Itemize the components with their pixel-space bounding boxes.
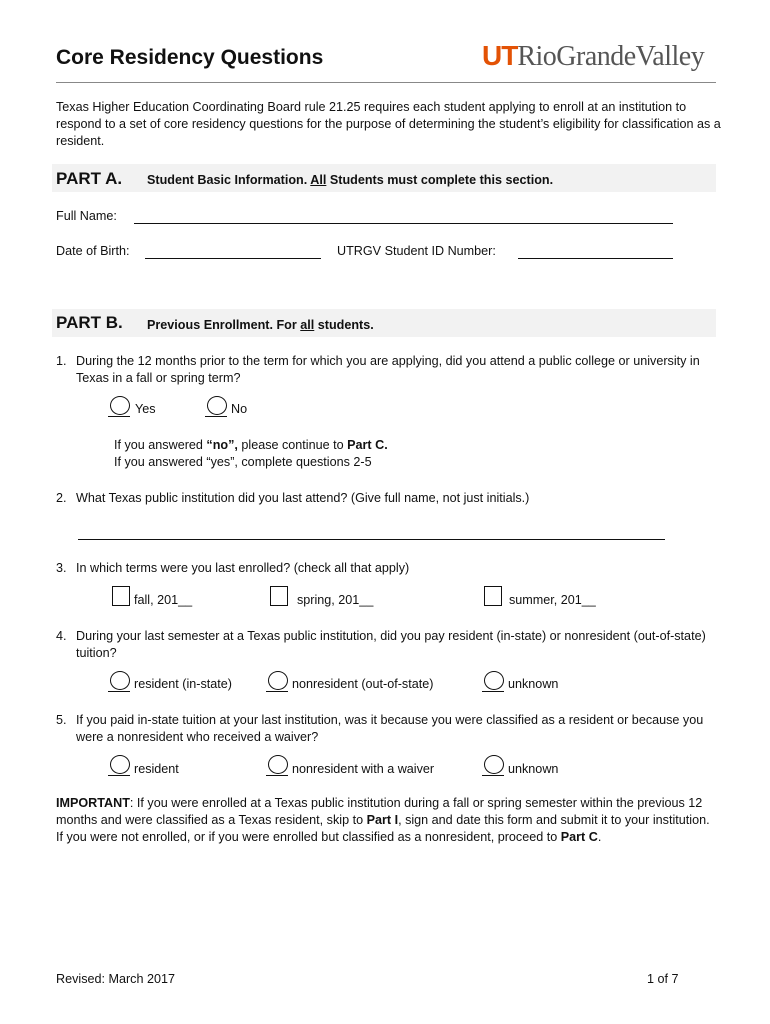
dob-field[interactable] — [145, 258, 321, 259]
part-b-label: PART B. — [56, 313, 123, 332]
q4-resident-label: resident (in-state) — [134, 677, 232, 691]
q5-resident-underline — [108, 775, 130, 776]
q3-fall-checkbox[interactable] — [112, 586, 130, 606]
q4-nonresident-radio[interactable] — [268, 671, 288, 690]
q1-note-no-mid: please continue to — [237, 438, 348, 452]
important-text-3: . — [597, 830, 602, 844]
q5-waiver-label: nonresident with a waiver — [292, 762, 435, 776]
question-3-text: In which terms were you last enrolled? (check all that apply) — [76, 561, 410, 575]
important-text-2: , sign and date this form and submit it to your institution. If you were not enrolled, or if you were enrolled but classified as a nonresident, proceed to — [56, 813, 710, 844]
q3-spring-label: spring, 201__ — [297, 593, 374, 607]
q5-resident-radio[interactable] — [110, 755, 130, 774]
part-b-desc-post: students. — [314, 318, 374, 332]
q1-no-label: No — [231, 402, 248, 416]
student-id-label: UTRGV Student ID Number: — [337, 244, 496, 258]
part-b-description — [147, 318, 374, 332]
full-name-label: Full Name: — [56, 209, 117, 223]
part-b-desc-pre: Previous Enrollment. For — [147, 318, 301, 332]
part-a-label: PART A. — [56, 169, 123, 188]
q1-yes-underline — [108, 416, 130, 417]
utrgv-logo — [482, 40, 704, 73]
q4-resident-underline — [108, 691, 130, 692]
q1-yes-label: Yes — [135, 402, 156, 416]
header-divider — [56, 82, 716, 83]
student-id-field[interactable] — [518, 258, 673, 259]
dob-label: Date of Birth: — [56, 244, 130, 258]
full-name-field[interactable] — [134, 223, 673, 224]
part-a-description — [147, 173, 553, 187]
q4-unknown-label: unknown — [508, 677, 559, 691]
question-3-number: 3. — [56, 561, 67, 575]
q1-yes-radio[interactable] — [110, 396, 130, 415]
question-4-number: 4. — [56, 629, 67, 643]
part-a-desc-pre: Student Basic Information. — [147, 173, 311, 187]
question-3 — [56, 560, 716, 577]
q5-unknown-label: unknown — [508, 762, 559, 776]
logo-ut-text: UT — [482, 40, 518, 71]
question-5-number: 5. — [56, 713, 67, 727]
q5-waiver-underline — [266, 775, 288, 776]
q1-note-no-part: Part C. — [347, 438, 388, 452]
part-a-desc-post: Students must complete this section. — [326, 173, 554, 187]
q3-summer-checkbox[interactable] — [484, 586, 502, 606]
important-part-c: Part C — [560, 830, 598, 844]
question-4-text: During your last semester at a Texas public institution, did you pay resident (in-state) or nonresident (out-of-state) tuition? — [76, 629, 706, 660]
footer-revised: Revised: March 2017 — [56, 972, 176, 986]
q1-note-yes: If you answered “yes”, complete questions 2-5 — [114, 455, 372, 469]
footer-page-number: 1 of 7 — [647, 972, 679, 986]
important-text-1: : If you were enrolled at a Texas public institution during a fall or spring semester within the previous 12 months and were classified as a Texas resident, skip to — [56, 796, 703, 827]
question-2-text: What Texas public institution did you last attend? (Give full name, not just initials.) — [76, 491, 530, 505]
question-2 — [56, 490, 716, 507]
question-1-text: During the 12 months prior to the term for which you are applying, did you attend a public college or university in Texas in a fall or spring term? — [76, 354, 700, 385]
q1-no-radio[interactable] — [207, 396, 227, 415]
question-4 — [56, 628, 716, 662]
q3-fall-label: fall, 201__ — [134, 593, 193, 607]
question-5 — [56, 712, 716, 746]
intro-paragraph: Texas Higher Education Coordinating Board rule 21.25 requires each student applying to enroll at an institution to respond to a set of core residency questions for the purpose of determining the student’s eligibility for classification as a resident. — [56, 100, 721, 148]
q5-unknown-radio[interactable] — [484, 755, 504, 774]
important-part-i: Part I — [366, 813, 399, 827]
important-notice — [56, 795, 718, 846]
q1-note-no-emphasis: “no”, — [206, 438, 238, 452]
q1-no-underline — [205, 416, 227, 417]
question-1 — [56, 353, 716, 387]
q1-note-no-pre: If you answered — [114, 438, 207, 452]
part-a-desc-emphasis: All — [310, 173, 327, 187]
q4-unknown-underline — [482, 691, 504, 692]
q1-note-no — [114, 437, 388, 454]
q4-nonresident-underline — [266, 691, 288, 692]
page-title: Core Residency Questions — [56, 46, 324, 69]
logo-rest-text: RioGrandeValley — [517, 41, 705, 72]
q5-resident-label: resident — [134, 762, 179, 776]
q4-unknown-radio[interactable] — [484, 671, 504, 690]
q4-resident-radio[interactable] — [110, 671, 130, 690]
question-2-number: 2. — [56, 491, 67, 505]
q3-summer-label: summer, 201__ — [509, 593, 596, 607]
question-5-text: If you paid in-state tuition at your last institution, was it because you were classified as a resident or because you were a nonresident who received a waiver? — [76, 713, 704, 744]
q5-unknown-underline — [482, 775, 504, 776]
q4-nonresident-label: nonresident (out-of-state) — [292, 677, 434, 691]
q2-institution-field[interactable] — [78, 539, 665, 540]
part-b-desc-emphasis: all — [300, 318, 315, 332]
important-label: IMPORTANT — [56, 796, 130, 810]
q3-spring-checkbox[interactable] — [270, 586, 288, 606]
question-1-number: 1. — [56, 354, 67, 368]
q5-waiver-radio[interactable] — [268, 755, 288, 774]
